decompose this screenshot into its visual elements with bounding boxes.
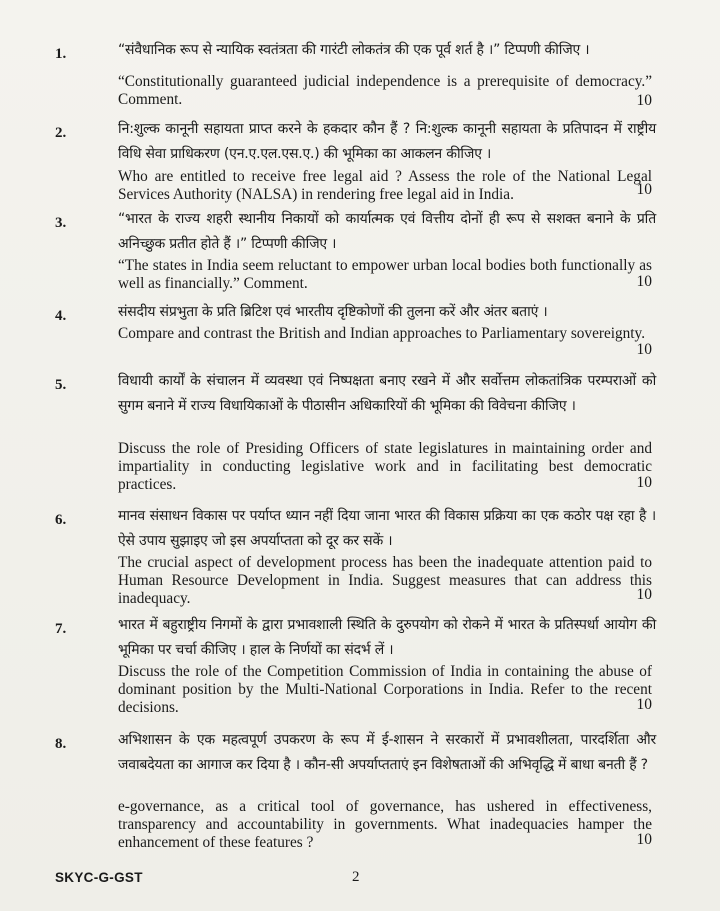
question-number: 1. bbox=[55, 46, 67, 62]
question-number: 7. bbox=[55, 621, 67, 637]
question-english-text: “Constitutionally guaranteed judicial independence is a prerequisite of democracy.” Comment. bbox=[118, 73, 652, 108]
question-marks: 10 bbox=[636, 341, 652, 358]
question-number: 8. bbox=[55, 736, 67, 752]
question-marks: 10 bbox=[636, 92, 652, 109]
question-hindi-text: मानव संसाधन विकास पर पर्याप्त ध्यान नहीं दिया जाना भारत की विकास प्रक्रिया का एक कठोर पक्ष रहा है । ऐसे उपाय सुझाइए जो इस अपर्याप्तता को दूर कर सकें । bbox=[118, 508, 656, 549]
question-hindi-text: “संवैधानिक रूप से न्यायिक स्वतंत्रता की गारंटी लोकतंत्र की एक पूर्व शर्त है ।” टिप्पणी कीजिए । bbox=[118, 42, 590, 58]
paper-code: SKYC-G-GST bbox=[55, 870, 143, 885]
question-marks: 10 bbox=[636, 696, 652, 713]
question-hindi-text: नि:शुल्क कानूनी सहायता प्राप्त करने के हकदार कौन हैं ? नि:शुल्क कानूनी सहायता के प्रतिपादन में राष्ट्रीय विधि सेवा प्राधिकरण (एन.ए.एल.एस.ए.) की भूमिका का आकलन कीजिए । bbox=[118, 121, 656, 162]
question-english-text: Who are entitled to receive free legal aid ? Assess the role of the National Legal Services Authority (NALSA) in rendering free legal aid in India. bbox=[118, 168, 652, 203]
question-english-text: Discuss the role of the Competition Commission of India in containing the abuse of dominant position by the Multi-National Corporations in India. Refer to the recent decisions. bbox=[118, 663, 652, 716]
question-number: 6. bbox=[55, 512, 67, 528]
question-marks: 10 bbox=[636, 474, 652, 491]
page-number: 2 bbox=[352, 869, 360, 885]
question-number: 5. bbox=[55, 377, 67, 393]
question-marks: 10 bbox=[636, 273, 652, 290]
question-english-text: Discuss the role of Presiding Officers of state legislatures in maintaining order and impartiality in conducting legislative work and in facilitating best democratic practices. bbox=[118, 440, 652, 493]
question-english-text: “The states in India seem reluctant to empower urban local bodies both functionally as well as financially.” Comment. bbox=[118, 257, 652, 292]
question-number: 3. bbox=[55, 215, 67, 231]
question-hindi-text: भारत में बहुराष्ट्रीय निगमों के द्वारा प्रभावशाली स्थिति के दुरुपयोग को रोकने में भारत के प्रतिस्पर्धा आयोग की भूमिका पर चर्चा कीजिए । हाल के निर्णयों का संदर्भ लें । bbox=[118, 617, 656, 658]
question-marks: 10 bbox=[636, 831, 652, 848]
question-english-text: Compare and contrast the British and Indian approaches to Parliamentary sovereignty. bbox=[118, 325, 646, 342]
question-marks: 10 bbox=[636, 586, 652, 603]
question-hindi-text: संसदीय संप्रभुता के प्रति ब्रिटिश एवं भारतीय दृष्टिकोणों की तुलना करें और अंतर बताएं । bbox=[118, 304, 548, 320]
question-hindi-text: विधायी कार्यों के संचालन में व्यवस्था एवं निष्पक्षता बनाए रखने में और सर्वोत्तम लोकतांत्रिक परम्पराओं को सुगम बनाने में राज्य विधायिकाओं के पीठासीन अधिकारियों की भूमिका की विवेचना कीजिए । bbox=[118, 373, 656, 414]
question-marks: 10 bbox=[636, 181, 652, 198]
question-number: 4. bbox=[55, 308, 67, 324]
question-english-text: e-governance, as a critical tool of governance, has ushered in effectiveness, transparency and accountability in governments. What inadequacies hamper the enhancement of these features ? bbox=[118, 798, 652, 851]
question-number: 2. bbox=[55, 125, 67, 141]
question-english-text: The crucial aspect of development process has been the inadequate attention paid to Human Resource Development in India. Suggest measures that can address this inadequacy. bbox=[118, 554, 652, 607]
question-hindi-text: अभिशासन के एक महत्वपूर्ण उपकरण के रूप में ई-शासन ने सरकारों में प्रभावशीलता, पारदर्शिता और जवाबदेयता का आगाज कर दिया है । कौन-सी अपर्याप्तताएं इन विशेषताओं की अभिवृद्धि में बाधा बनती हैं ? bbox=[118, 732, 656, 773]
question-hindi-text: “भारत के राज्य शहरी स्थानीय निकायों को कार्यात्मक एवं वित्तीय दोनों ही रूप से सशक्त बनाने के प्रति अनिच्छुक प्रतीत होते हैं ।” टिप्पणी कीजिए । bbox=[118, 211, 656, 252]
